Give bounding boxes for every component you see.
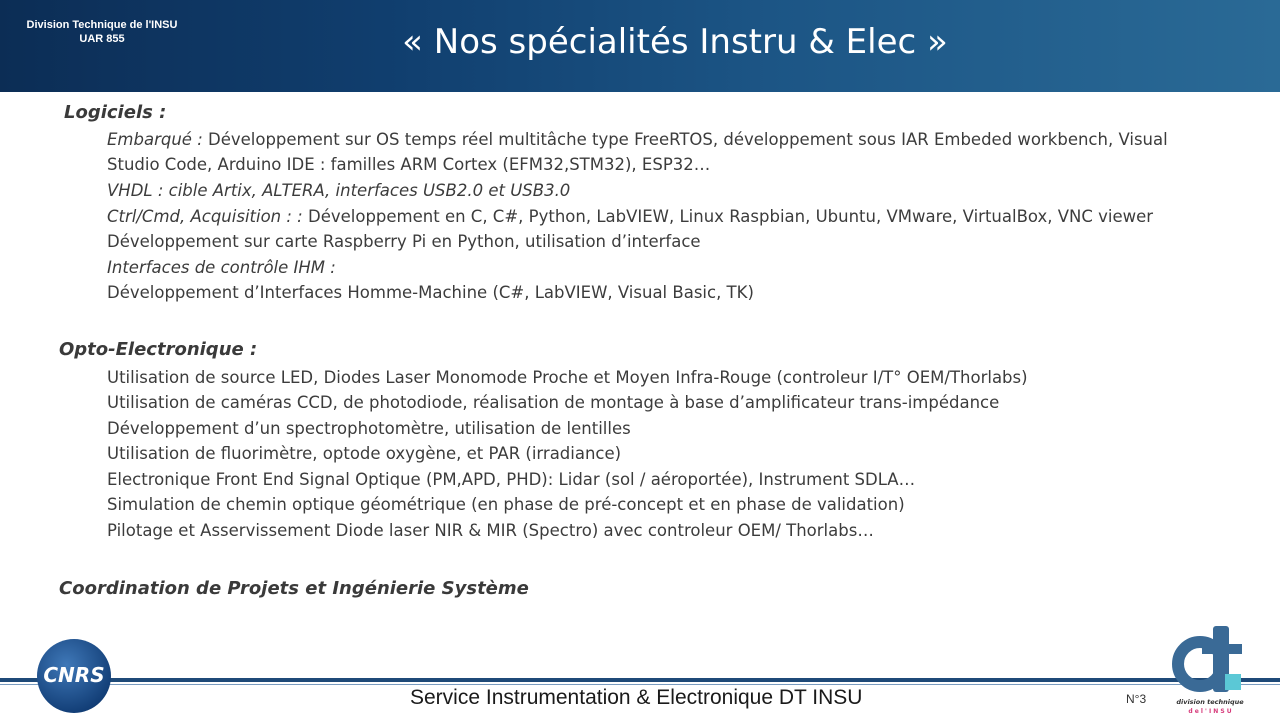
ctrl-line <box>107 206 1153 228</box>
section-heading-logiciels: Logiciels : <box>64 102 167 123</box>
opto-item: Pilotage et Asservissement Diode laser NIR & MIR (Spectro) avec controleur OEM/ Thorlabs… <box>107 521 874 540</box>
slide-title: « Nos spécialités Instru & Elec » <box>402 22 948 62</box>
opto-item: Simulation de chemin optique géométrique (en phase de pré-concept et en phase de validation) <box>107 495 905 514</box>
footer-divider-thin <box>0 684 1280 685</box>
section-heading-coordination: Coordination de Projets et Ingénierie Système <box>59 578 529 599</box>
embarque-line <box>107 129 1168 151</box>
embarque-continuation: Studio Code, Arduino IDE : familles ARM Cortex (EFM32,STM32), ESP32… <box>107 155 711 174</box>
ctrl-text: Développement en C, C#, Python, LabVIEW, Linux Raspbian, Ubuntu, VMware, VirtualBox, VNC viewer <box>308 207 1154 226</box>
org-name: Division Technique de l'INSU <box>26 19 178 31</box>
opto-item: Utilisation de caméras CCD, de photodiode, réalisation de montage à base d’amplificateur trans-impédance <box>107 393 1000 412</box>
ihm-label: Interfaces de contrôle IHM : <box>107 258 336 277</box>
ihm-line: Développement d’Interfaces Homme-Machine (C#, LabVIEW, Visual Basic, TK) <box>107 283 754 302</box>
cnrs-logo <box>36 638 112 714</box>
section-heading-opto: Opto-Electronique : <box>59 339 258 360</box>
ctrl-label: Ctrl/Cmd, Acquisition : : <box>107 207 308 226</box>
dt-logo-line2: d e l ' I N S U <box>1188 708 1232 715</box>
slide-content <box>0 92 1280 672</box>
opto-item: Développement d’un spectrophotomètre, utilisation de lentilles <box>107 419 631 438</box>
opto-item: Utilisation de source LED, Diodes Laser Monomode Proche et Moyen Infra-Rouge (controleur I/T° OEM/Thorlabs) <box>107 368 1028 387</box>
embarque-text: Développement sur OS temps réel multitâche type FreeRTOS, développement sous IAR Embeded workbench, Visual <box>208 130 1168 149</box>
dt-logo-line1: division technique <box>1176 698 1244 706</box>
vhdl-line: VHDL : cible Artix, ALTERA, interfaces USB2.0 et USB3.0 <box>107 181 571 200</box>
org-unit: UAR 855 <box>79 33 125 45</box>
embarque-label: Embarqué : <box>107 130 208 149</box>
cnrs-logo-text: CNRS <box>43 663 105 687</box>
dt-insu-logo <box>1170 622 1250 716</box>
opto-item: Utilisation de fluorimètre, optode oxygène, et PAR (irradiance) <box>107 444 622 463</box>
page-number: N°3 <box>1126 692 1147 706</box>
organization-label <box>8 18 196 46</box>
raspberry-line: Développement sur carte Raspberry Pi en Python, utilisation d’interface <box>107 232 701 251</box>
opto-item: Electronique Front End Signal Optique (PM,APD, PHD): Lidar (sol / aéroportée), Instrument SDLA… <box>107 470 916 489</box>
header-banner <box>0 0 1280 92</box>
footer-divider <box>0 678 1280 682</box>
footer-service-name: Service Instrumentation & Electronique DT INSU <box>410 686 863 709</box>
